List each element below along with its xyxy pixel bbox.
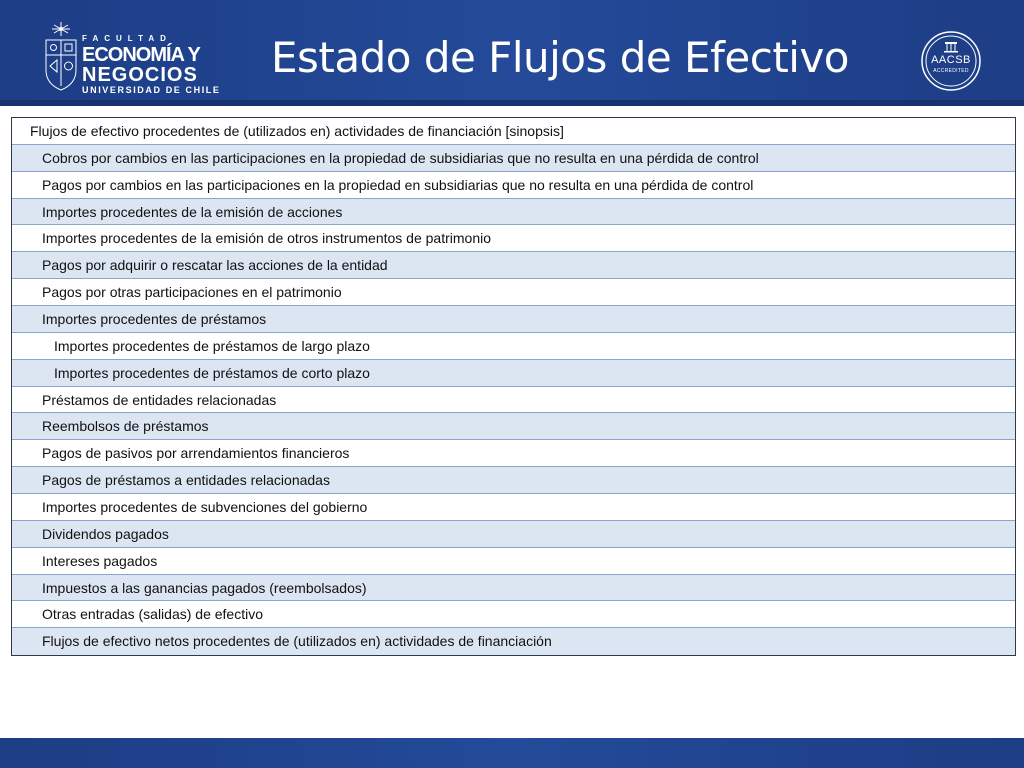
footer-bar <box>0 738 1024 768</box>
table-row <box>12 548 1015 575</box>
table-row <box>12 467 1015 494</box>
faculty-logo <box>44 12 221 96</box>
row-label: Otras entradas (salidas) de efectivo <box>42 606 263 623</box>
row-label: Dividendos pagados <box>42 525 169 542</box>
table-row <box>12 360 1015 387</box>
logo-economia-text: ECONOMÍA Y <box>82 44 200 66</box>
row-label: Importes procedentes de la emisión de acciones <box>42 203 343 220</box>
table-row <box>12 601 1015 628</box>
table-row <box>12 333 1015 360</box>
table-row <box>12 413 1015 440</box>
logo-faculty-text: FACULTAD <box>82 34 172 43</box>
table-row <box>12 118 1015 145</box>
logo-university-text: UNIVERSIDAD DE CHILE <box>82 85 221 95</box>
logo-negocios-text: NEGOCIOS <box>82 64 198 86</box>
table-row <box>12 199 1015 226</box>
row-label: Flujos de efectivo netos procedentes de (utilizados en) actividades de financiación <box>42 633 552 650</box>
row-label: Importes procedentes de préstamos <box>42 311 267 328</box>
aacsb-text: AACSB <box>931 54 971 66</box>
university-shield-icon <box>44 22 78 92</box>
row-label: Impuestos a las ganancias pagados (reembolsados) <box>42 579 367 596</box>
aacsb-badge <box>920 30 982 92</box>
row-label: Pagos de préstamos a entidades relacionadas <box>42 472 330 489</box>
table-row <box>12 279 1015 306</box>
page-title: Estado de Flujos de Efectivo <box>270 33 850 82</box>
header-banner <box>0 0 1024 106</box>
table-row <box>12 494 1015 521</box>
row-label: Importes procedentes de préstamos de corto plazo <box>54 364 370 381</box>
table-row <box>12 440 1015 467</box>
row-label: Pagos por adquirir o rescatar las acciones de la entidad <box>42 257 388 274</box>
row-label: Importes procedentes de préstamos de largo plazo <box>54 337 370 354</box>
table-row <box>12 575 1015 602</box>
row-label: Flujos de efectivo procedentes de (utilizados en) actividades de financiación [sinopsis] <box>30 123 564 139</box>
table-row <box>12 172 1015 199</box>
cash-flow-table <box>11 117 1016 656</box>
table-row <box>12 387 1015 414</box>
accredited-text: ACCREDITED <box>933 68 969 74</box>
row-label: Reembolsos de préstamos <box>42 418 209 435</box>
row-label: Importes procedentes de la emisión de otros instrumentos de patrimonio <box>42 230 492 247</box>
row-label: Intereses pagados <box>42 552 158 569</box>
row-label: Importes procedentes de subvenciones del gobierno <box>42 499 368 516</box>
row-label: Pagos por otras participaciones en el patrimonio <box>42 284 342 301</box>
table-row <box>12 252 1015 279</box>
table-row <box>12 225 1015 252</box>
row-label: Pagos por cambios en las participaciones en la propiedad en subsidiarias que no resulta en una pérdida de control <box>42 176 754 193</box>
table-row <box>12 306 1015 333</box>
table-row <box>12 628 1015 655</box>
table-row <box>12 145 1015 172</box>
row-label: Pagos de pasivos por arrendamientos financieros <box>42 445 350 462</box>
row-label: Cobros por cambios en las participaciones en la propiedad de subsidiarias que no resulta en una pérdida de control <box>42 149 759 166</box>
table-row <box>12 521 1015 548</box>
row-label: Préstamos de entidades relacionadas <box>42 391 277 408</box>
